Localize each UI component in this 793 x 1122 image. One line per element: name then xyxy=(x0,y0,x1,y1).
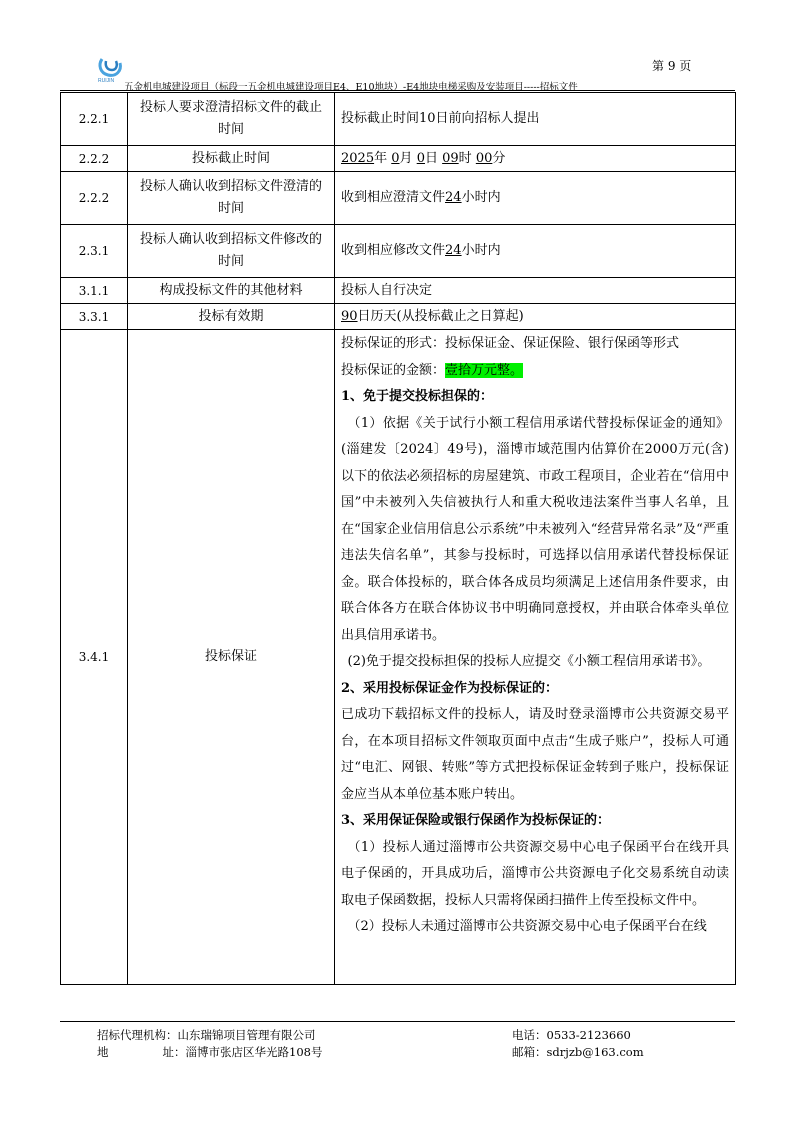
table-row xyxy=(61,330,736,985)
deadline-minute: 00 xyxy=(475,150,493,166)
header-rule xyxy=(60,90,735,91)
footer-rule xyxy=(60,1021,735,1022)
guarantee-amount xyxy=(341,358,729,385)
table-row xyxy=(61,146,736,172)
section-heading-1: 1、免于提交投标担保的： xyxy=(341,389,494,404)
deadline-month-unit: 月 xyxy=(399,150,413,166)
agency-label: 招标代理机构： xyxy=(97,1028,178,1042)
table-row xyxy=(61,304,736,330)
deadline-day: 0 xyxy=(416,150,425,166)
row-item: 投标截止时间 xyxy=(128,146,335,172)
paragraph-exemption: （1）依据《关于试行小额工程信用承诺代替投标保证金的通知》(淄建发〔2024〕49号)，淄博市域范围内估算价在2000万元(含)以下的依法必须招标的房屋建筑、市政工程项目，企业若在“信用中国”中未被列入失信被执行人和重大税收违法案件当事人名单，且在“国家企业信用信息公示系统”中未被列入“经营异常名录”及“严重违法失信名单”，其参与投标时，可选择以信用承诺代替投标保证金。联合体投标的，联合体各成员均须满足上述信用条件要求，由联合体各方在联合体协议书中明确同意授权，并由联合体牵头单位出具信用承诺书。 xyxy=(341,415,729,643)
row-number: 2.2.2 xyxy=(61,172,128,225)
row-content xyxy=(335,172,736,225)
table-row xyxy=(61,225,736,278)
document-title: 五金机电城建设项目（标段一五金机电城建设项目E4、E10地块）-E4地块电梯采购及安装项目-----招标文件 xyxy=(124,82,578,93)
address-value: 淄博市张店区华光路108号 xyxy=(185,1045,323,1059)
row-number: 2.2.1 xyxy=(61,93,128,146)
deadline-month: 0 xyxy=(391,150,400,166)
row-item: 投标保证 xyxy=(128,330,335,985)
amount-value: 壹拾万元整。 xyxy=(445,362,524,378)
footer-address xyxy=(97,1044,322,1060)
row-number: 3.3.1 xyxy=(61,304,128,330)
company-logo xyxy=(96,55,126,83)
content-prefix: 收到相应澄清文件 xyxy=(341,190,446,205)
row-number: 3.1.1 xyxy=(61,278,128,304)
phone-label: 电话： xyxy=(512,1028,547,1042)
footer-email xyxy=(512,1044,644,1060)
row-content: 投标人自行决定 xyxy=(335,278,736,304)
paragraph-deposit: 已成功下载招标文件的投标人，请及时登录淄博市公共资源交易平台，在本项目招标文件领取页面中点击“生成子账户”，投标人可通过“电汇、网银、转账”等方式把投标保证金转到子账户，投标保证金应当从本单位基本账户转出。 xyxy=(341,707,729,802)
row-item: 投标有效期 xyxy=(128,304,335,330)
guarantee-form: 投标保证的形式：投标保证金、保证保险、银行保函等形式 xyxy=(341,336,680,351)
deadline-hour: 09 xyxy=(442,150,459,166)
content-suffix: 小时内 xyxy=(461,243,501,258)
content-suffix: 小时内 xyxy=(461,190,501,205)
bid-data-table xyxy=(60,92,736,985)
content-value: 24 xyxy=(445,243,462,258)
phone-value: 0533-2123660 xyxy=(546,1028,631,1042)
content-prefix: 收到相应修改文件 xyxy=(341,243,446,258)
row-content: 投标截止时间10日前向招标人提出 xyxy=(335,93,736,146)
table-row xyxy=(61,278,736,304)
row-item: 构成投标文件的其他材料 xyxy=(128,278,335,304)
row-number: 3.4.1 xyxy=(61,330,128,985)
content-suffix: 日历天(从投标截止之日算起) xyxy=(357,308,524,324)
deadline-year: 2025 xyxy=(341,150,375,166)
footer-agency xyxy=(97,1027,316,1043)
agency-name: 山东瑞锦项目管理有限公司 xyxy=(177,1028,316,1042)
paragraph-guarantee-2: （2）投标人未通过淄博市公共资源交易中心电子保函平台在线 xyxy=(347,919,707,934)
row-content xyxy=(335,330,736,985)
row-number: 2.2.2 xyxy=(61,146,128,172)
row-content xyxy=(335,304,736,330)
content-value: 24 xyxy=(445,190,462,205)
deadline-minute-unit: 分 xyxy=(492,150,506,166)
deadline-year-unit: 年 xyxy=(374,150,388,166)
row-item: 投标人确认收到招标文件修改的时间 xyxy=(128,225,335,278)
row-number: 2.3.1 xyxy=(61,225,128,278)
row-content xyxy=(335,146,736,172)
table-row xyxy=(61,172,736,225)
deadline-day-unit: 日 xyxy=(424,150,438,166)
page-number: 第 9 页 xyxy=(652,59,692,73)
deadline-hour-unit: 时 xyxy=(458,150,472,166)
row-content xyxy=(335,225,736,278)
address-label-2: 址： xyxy=(162,1045,186,1059)
logo-text: RUIJIN xyxy=(98,78,115,83)
address-label-1: 地 xyxy=(97,1045,109,1059)
email-label: 邮箱： xyxy=(512,1045,547,1059)
row-item: 投标人要求澄清招标文件的截止时间 xyxy=(128,93,335,146)
paragraph-guarantee-1: （1）投标人通过淄博市公共资源交易中心电子保函平台在线开具电子保函的，开具成功后，淄博市公共资源电子化交易系统自动读取电子保函数据，投标人只需将保函扫描件上传至投标文件中。 xyxy=(341,839,729,908)
amount-label: 投标保证的金额： xyxy=(341,362,446,378)
paragraph-exemption-2: (2)免于提交投标担保的投标人应提交《小额工程信用承诺书》。 xyxy=(347,654,711,669)
footer-phone xyxy=(512,1027,631,1043)
validity-days: 90 xyxy=(341,308,358,324)
row-item: 投标人确认收到招标文件澄清的时间 xyxy=(128,172,335,225)
section-heading-3: 3、采用保证保险或银行保函作为投标保证的： xyxy=(341,813,611,828)
section-heading-2: 2、采用投标保证金作为投标保证的： xyxy=(341,680,559,696)
table-row xyxy=(61,93,736,146)
email-value: sdrjzb@163.com xyxy=(546,1045,644,1059)
